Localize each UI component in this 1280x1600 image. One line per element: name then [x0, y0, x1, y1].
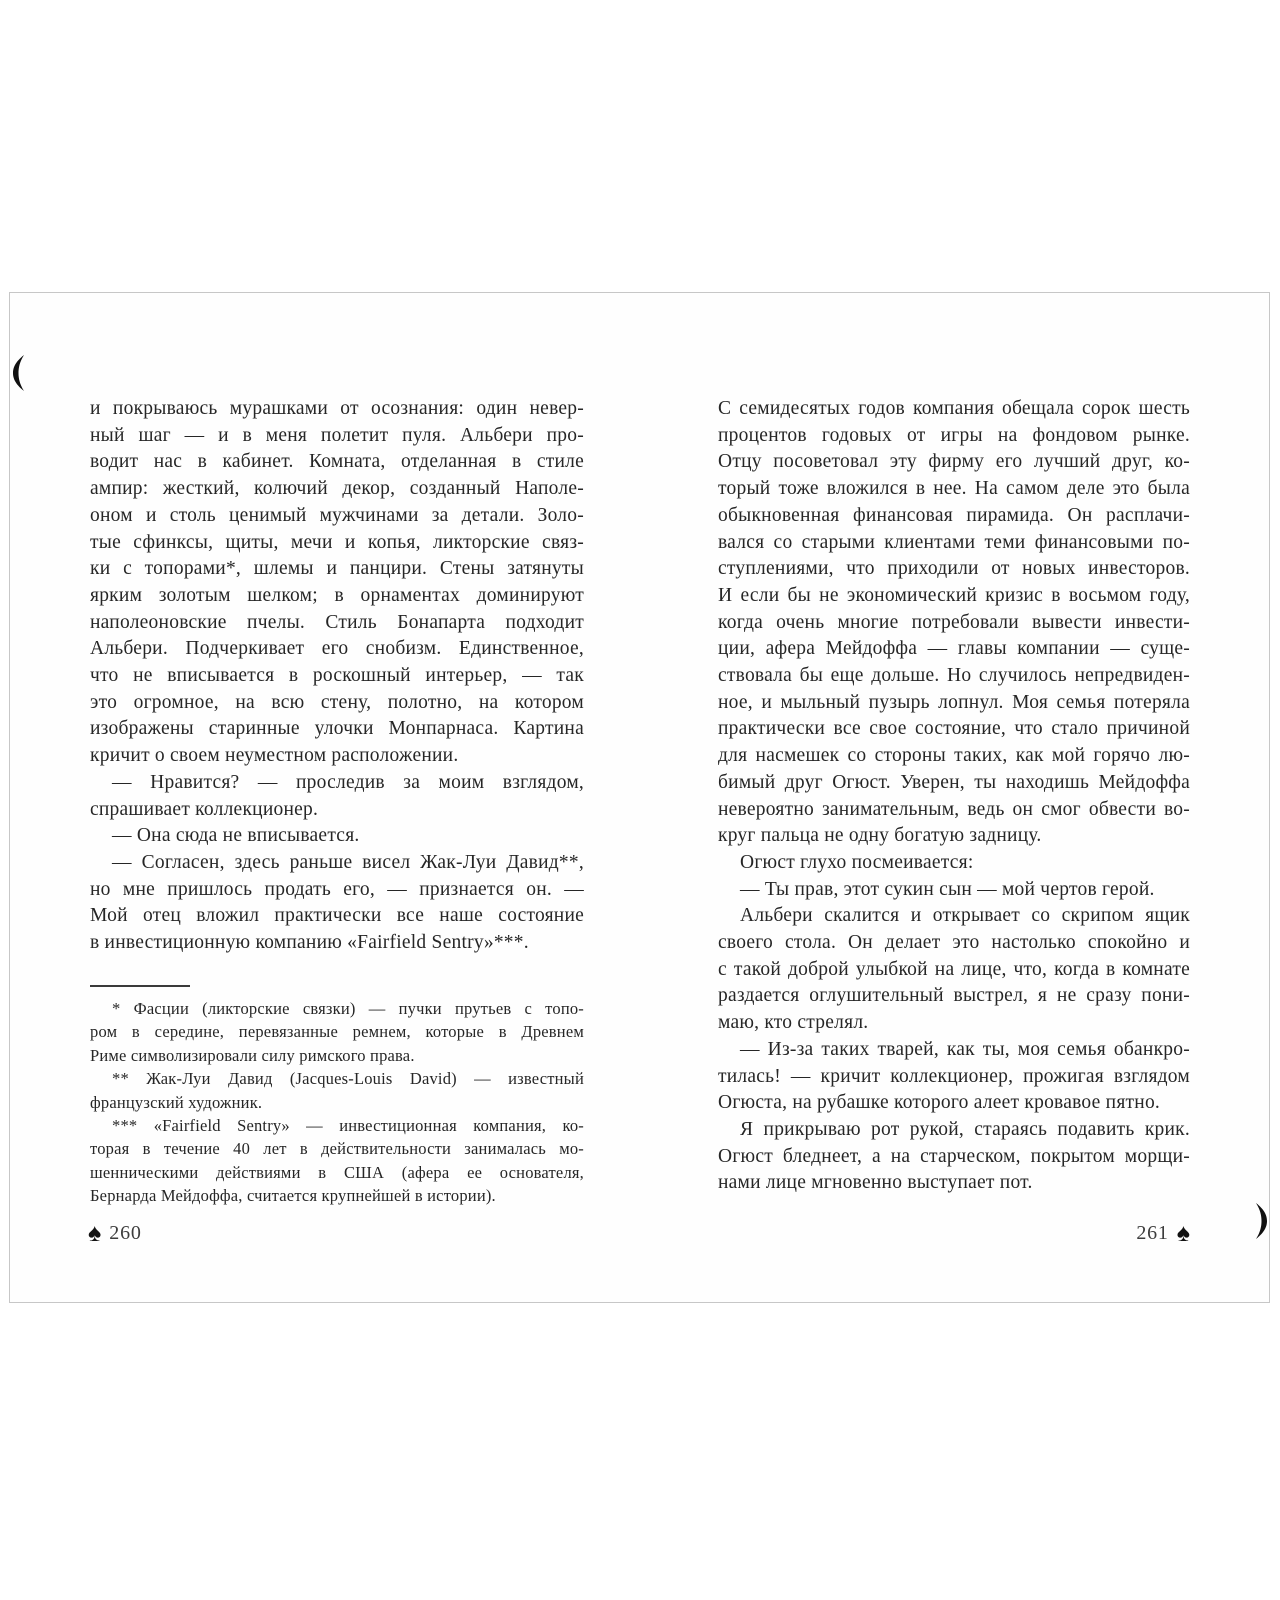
text-line: что не вписывается в роскошный интерьер, — так — [90, 665, 584, 687]
text-line: И если бы не экономический кризис в восьмом году, — [718, 584, 1190, 606]
text-line: изображены старинные улочки Монпарнаса. Картина — [90, 718, 584, 740]
text-line: Огюст глухо посмеивается: — [740, 851, 974, 873]
footnote-line: шенническими действиями в США (афера ее основателя, — [90, 1162, 584, 1182]
text-line: раздается оглушительный выстрел, я не сразу пони- — [718, 985, 1190, 1007]
text-line: но мне пришлось продать его, — признается он. — — [90, 878, 584, 900]
text-line: оном и столь ценимый мужчинами за детали. Золо- — [90, 504, 584, 526]
text-line: Я прикрываю рот рукой, стараясь подавить крик. — [740, 1118, 1190, 1140]
right-page-text — [718, 396, 1190, 1197]
text-line: кричит о своем неуместном расположении. — [90, 745, 459, 767]
text-line: практически все свое состояние, что стало причиной — [718, 718, 1190, 740]
spade-icon: ♠ — [1176, 1220, 1190, 1247]
text-line: Альбери скалится и открывает со скрипом ящик — [740, 905, 1190, 927]
text-line: с такой доброй улыбкой на лице, что, когда в комнате — [718, 958, 1190, 980]
text-line: когда очень многие потребовали вывести инвести- — [718, 611, 1190, 633]
text-line: ярким золотым шелком; в орнаментах доминируют — [90, 584, 584, 606]
left-page-footer — [88, 1221, 142, 1246]
page-number-left: 260 — [109, 1222, 142, 1244]
text-line: Огюста, на рубашке которого алеет кровавое пятно. — [718, 1092, 1161, 1114]
text-line: своего стола. Он делает это настолько спокойно и — [718, 932, 1190, 954]
text-line: ступлениями, что приходили от новых инвесторов. — [718, 558, 1190, 580]
text-line: для насмешек со стороны таких, как мой горячо лю- — [718, 745, 1190, 767]
text-line: в инвестиционную компанию «Fairfield Sentry»***. — [90, 932, 529, 954]
right-page-footer — [1136, 1221, 1190, 1246]
text-line: водит нас в кабинет. Комната, отделанная в стиле — [90, 451, 584, 473]
footnote-line: *** «Fairfield Sentry» — инвестиционная компания, ко- — [112, 1116, 584, 1136]
text-line: торый тоже вложился в нее. На самом деле это была — [718, 478, 1190, 500]
footnote-line: ** Жак-Луи Давид (Jacques-Louis David) — известный — [112, 1069, 584, 1089]
footnote-line: Бернарда Мейдоффа, считается крупнейшей в истории). — [90, 1186, 496, 1206]
text-line: ный шаг — и в меня полетит пуля. Альбери про- — [90, 424, 584, 446]
text-line: процентов годовых от игры на фондовом рынке. — [718, 424, 1190, 446]
text-line: Альбери. Подчеркивает его снобизм. Единственное, — [90, 638, 584, 660]
text-line: ции, афера Мейдоффа — главы компании — суще- — [718, 638, 1190, 660]
text-line: тые сфинксы, щиты, мечи и копья, ликторские связ- — [90, 531, 584, 553]
text-line: это огромное, на всю стену, полотно, на котором — [90, 691, 584, 713]
footnote-line: ром в середине, перевязанные ремнем, которые в Древнем — [90, 1022, 584, 1042]
footnote-separator — [90, 985, 190, 987]
footnote-line: торая в течение 40 лет в действительности занималась мо- — [90, 1139, 584, 1159]
text-line: невероятно занимательным, ведь он смог обвести во- — [718, 798, 1190, 820]
text-line: обыкновенная финансовая пирамида. Он расплачи- — [718, 504, 1190, 526]
text-line: ампир: жесткий, колючий декор, созданный Наполе- — [90, 478, 584, 500]
text-line: Мой отец вложил практически все наше состояние — [90, 905, 584, 927]
text-line: — Ты прав, этот сукин сын — мой чертов герой. — [740, 878, 1155, 900]
text-line: ки с топорами*, шлемы и панцири. Стены затянуты — [90, 558, 584, 580]
text-line: — Нравится? — проследив за моим взглядом, — [112, 771, 584, 793]
text-line: и покрываюсь мурашками от осознания: один невер- — [90, 398, 584, 419]
text-line: — Из-за таких тварей, как ты, моя семья обанкро- — [740, 1038, 1190, 1060]
text-line: бимый друг Огюст. Уверен, ты находишь Мейдоффа — [718, 771, 1190, 793]
text-line: Отцу посоветовал эту фирму его лучший друг, ко- — [718, 451, 1190, 473]
book-spread — [9, 292, 1270, 1303]
page-left — [10, 293, 640, 1302]
left-page-text — [90, 396, 584, 957]
left-page-footnotes — [90, 997, 584, 1208]
page-right — [640, 293, 1269, 1302]
text-line: нами лице мгновенно выступает пот. — [718, 1172, 1033, 1194]
text-line: маю, кто стрелял. — [718, 1012, 869, 1034]
text-line: наполеоновские пчелы. Стиль Бонапарта подходит — [90, 611, 584, 633]
text-line: — Она сюда не вписывается. — [112, 825, 360, 847]
text-line: ное, и мыльный пузырь лопнул. Моя семья потеряла — [718, 691, 1190, 713]
text-line: Огюст бледнеет, а на старческом, покрытом морщи- — [718, 1145, 1190, 1167]
footnote-line: Риме символизировали силу римского права. — [90, 1045, 415, 1065]
text-line: ствовала бы еще дольше. Но случилось непредвиден- — [718, 665, 1190, 687]
text-line: спрашивает коллекционер. — [90, 798, 319, 820]
text-line: круг пальца не одну богатую задницу. — [718, 825, 1042, 847]
text-line: С семидесятых годов компания обещала сорок шесть — [718, 398, 1190, 419]
text-line: — Согласен, здесь раньше висел Жак-Луи Давид**, — [112, 851, 584, 873]
footnote-line: * Фасции (ликторские связки) — пучки прутьев с топо- — [112, 999, 584, 1018]
spade-icon: ♠ — [88, 1220, 102, 1247]
text-line: вался со старыми клиентами теми финансовыми по- — [718, 531, 1190, 553]
page-number-right: 261 — [1136, 1222, 1169, 1244]
text-line: тилась! — кричит коллекционер, прожигая взглядом — [718, 1065, 1190, 1087]
footnote-line: французский художник. — [90, 1092, 263, 1112]
